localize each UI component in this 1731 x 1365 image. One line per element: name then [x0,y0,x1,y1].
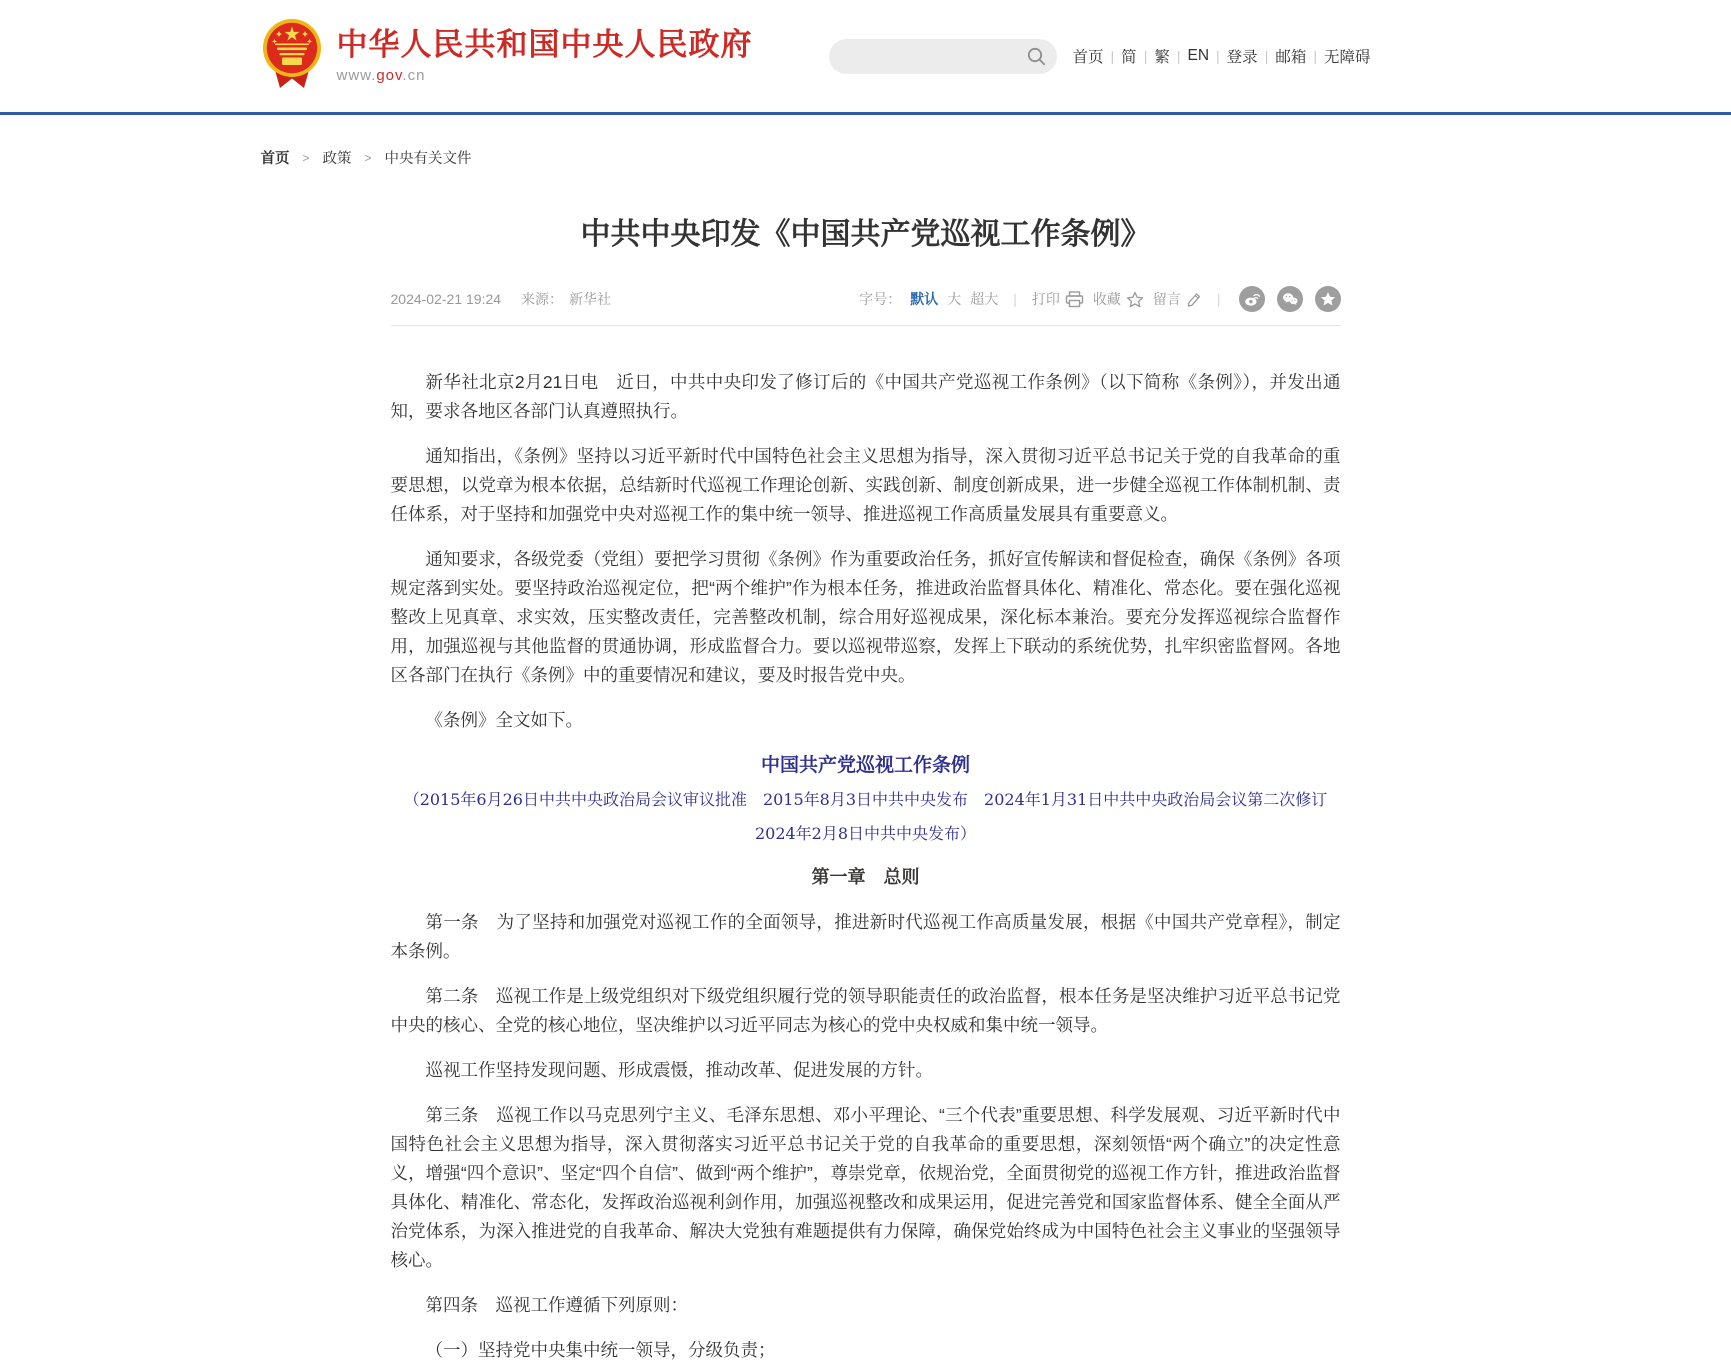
search-input[interactable] [845,39,1019,76]
nav-separator: | [1110,48,1115,64]
nav-separator: | [1313,48,1317,64]
breadcrumb-home[interactable]: 首页 [260,151,290,167]
pencil-icon [1186,291,1202,308]
nav-separator: | [1216,48,1220,64]
meta-separator: | [1216,291,1221,307]
font-size-default-button[interactable]: 默认 [910,291,939,307]
header-right [829,39,1371,74]
article-paragraph: 第四条 巡视工作遵循下列原则： [425,1295,688,1315]
search-box [829,39,1057,74]
national-emblem-icon [261,17,323,96]
nav-item-simplified[interactable]: 简 [1121,49,1137,66]
breadcrumb-separator: > [364,150,372,165]
header-inner [261,0,1471,112]
article-paragraph: 新华社北京2月21日电 近日，中共中央印发了修订后的《中国共产党巡视工作条例》（以下简称《条例》），并发出通知，要求各地区各部门认真遵照执行。 [390,372,1341,421]
nav-item-home[interactable]: 首页 [1072,49,1104,66]
article-paragraph: （一）坚持党中央集中统一领导，分级负责； [425,1340,776,1360]
document-meta-line: （2015年6月26日中共中央政治局会议审议批准 2015年8月3日中共中央发布 2024年1月31日中共中央政治局会议第二次修订 2024年2月8日中共中央发布） [403,790,1344,843]
print-label: 打印 [1031,291,1060,307]
meta-right [859,286,1340,312]
favorite-label: 收藏 [1092,291,1121,307]
star-share-icon[interactable] [1315,286,1341,312]
site-url-suffix: .cn [402,67,426,85]
favorite-button[interactable] [1093,289,1144,309]
publish-datetime: 2024-02-21 19:24 [390,291,502,307]
font-size-label: 字号： [859,291,902,307]
chapter-heading: 第一章 总则 [811,867,920,887]
source-label: 来源： [521,291,564,307]
weibo-icon[interactable] [1239,286,1265,312]
article-paragraph: 《条例》全文如下。 [425,710,583,730]
nav-item-login[interactable]: 登录 [1226,49,1258,66]
breadcrumb-separator: > [302,150,310,165]
printer-icon [1065,291,1084,308]
article-body [390,326,1344,1365]
page-title: 中共中央印发《中国共产党巡视工作条例》 [580,218,1151,251]
site-title: 中华人民共和国中央人民政府 [336,26,753,62]
nav-item-accessibility[interactable]: 无障碍 [1323,49,1371,66]
font-size-large-button[interactable]: 大 [947,291,962,307]
search-icon[interactable] [1026,46,1047,72]
wechat-icon[interactable] [1277,286,1303,312]
article-paragraph: 通知指出，《条例》坚持以习近平新时代中国特色社会主义思想为指导，深入贯彻习近平总书记关于党的自我革命的重要思想，以党章为根本依据，总结新时代巡视工作理论创新、实践创新、制度创新成果，进一步健全巡视工作体制机制、责任体系，对于坚持和加强党中央对巡视工作的集中统一领导、推进巡视工作高质量发展具有重要意义。 [390,446,1341,524]
nav-separator: | [1176,48,1181,64]
meta-left [391,289,612,309]
article-paragraph: 第一条 为了坚持和加强党对巡视工作的全面领导，推进新时代巡视工作高质量发展，根据《中国共产党章程》，制定本条例。 [390,912,1341,961]
star-icon [1126,291,1144,308]
nav-item-traditional[interactable]: 繁 [1154,49,1170,66]
comment-button[interactable] [1153,289,1202,309]
breadcrumb-policy[interactable]: 政策 [322,151,352,167]
font-size-xlarge-button[interactable]: 超大 [970,291,999,307]
article-paragraph: 巡视工作坚持发现问题、形成震慑，推动改革、促进发展的方针。 [425,1060,933,1080]
breadcrumb [261,115,1471,168]
document-title: 中国共产党巡视工作条例 [760,755,970,776]
nav-separator: | [1143,48,1148,64]
article-paragraph: 第二条 巡视工作是上级党组织对下级党组织履行党的领导职能责任的政治监督，根本任务是坚决维护习近平总书记党中央的核心、全党的核心地位，坚决维护以习近平同志为核心的党中央权威和集中统一领导。 [390,986,1341,1035]
article-meta-row [391,286,1341,326]
site-url [337,67,753,84]
site-header [0,0,1731,115]
site-url-prefix: www. [336,67,377,85]
top-nav [1073,45,1371,67]
print-button[interactable] [1032,289,1084,309]
article [390,214,1344,1365]
article-paragraph: 第三条 巡视工作以马克思列宁主义、毛泽东思想、邓小平理论、“三个代表”重要思想、科学发展观、习近平新时代中国特色社会主义思想为指导，深入贯彻落实习近平总书记关于党的自我革命的重要思想，深刻领悟“两个确立”的决定性意义，增强“四个意识”、坚定“四个自信”、做到“两个维护”，尊崇党章，依规治党，全面贯彻党的巡视工作方针，推进政治监督具体化、精准化、常态化，发挥政治巡视利剑作用，加强巡视整改和成果运用，促进完善党和国家监督体系、健全全面从严治党体系，为深入推进党的自我革命、解决大党独有难题提供有力保障，确保党始终成为中国特色社会主义事业的坚强领导核心。 [390,1105,1341,1270]
site-logo-link[interactable] [261,17,753,96]
breadcrumb-central-documents[interactable]: 中央有关文件 [384,151,472,167]
nav-item-mail[interactable]: 邮箱 [1275,49,1307,66]
source-value: 新华社 [569,291,612,307]
comment-label: 留言 [1152,291,1181,307]
nav-separator: | [1264,48,1269,64]
article-paragraph: 通知要求，各级党委（党组）要把学习贯彻《条例》作为重要政治任务，抓好宣传解读和督促检查，确保《条例》各项规定落到实处。要坚持政治巡视定位，把“两个维护”作为根本任务，推进政治监督具体化、精准化、常态化。要在强化巡视整改上见真章、求实效，压实整改责任，完善整改机制，综合用好巡视成果，深化标本兼治。要充分发挥巡视综合监督作用，加强巡视与其他监督的贯通协调，形成监督合力。要以巡视带巡察，发挥上下联动的系统优势，扎牢织密监督网。各地区各部门在执行《条例》中的重要情况和建议，要及时报告党中央。 [390,549,1341,685]
site-url-gov: gov [376,67,403,85]
site-identity [337,28,753,84]
nav-item-en[interactable]: EN [1187,47,1210,64]
meta-separator: | [1013,291,1017,307]
